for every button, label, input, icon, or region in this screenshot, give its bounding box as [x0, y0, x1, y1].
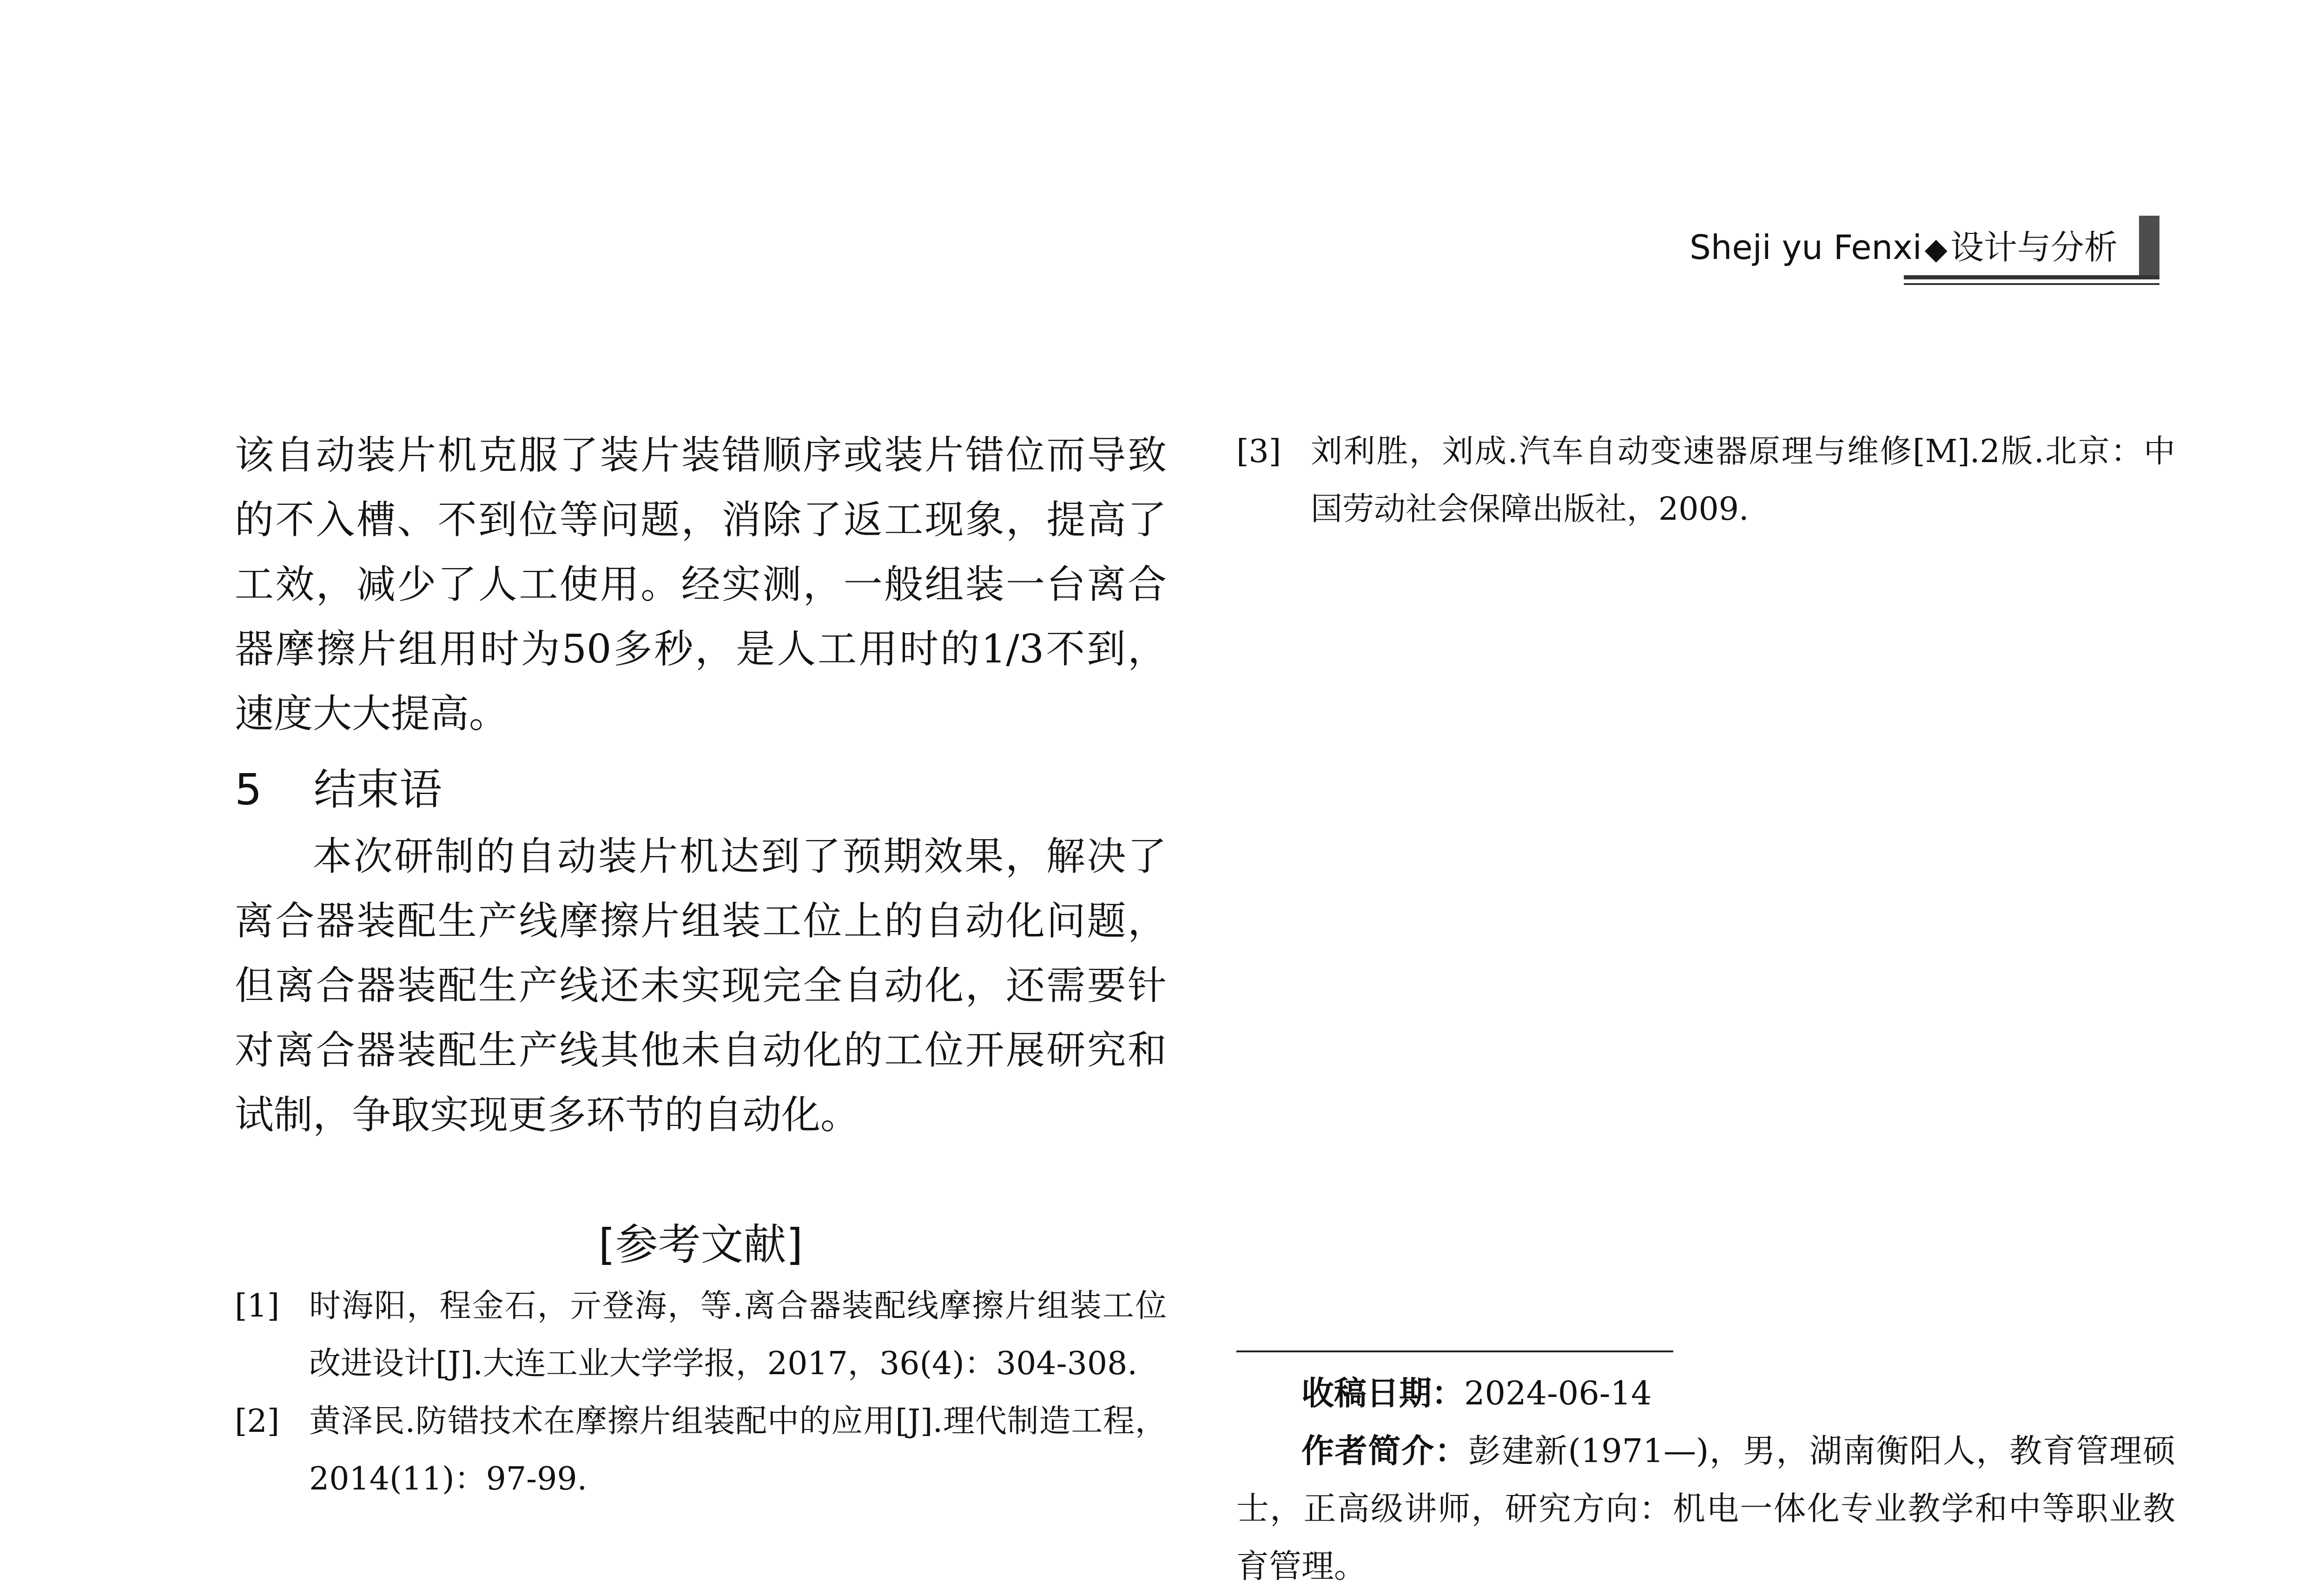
conclusion-paragraph: 本次研制的自动装片机达到了预期效果，解决了离合器装配生产线摩擦片组装工位上的自动化问题，但离合器装配生产线还未实现完全自动化，还需要针对离合器装配生产线其他未自动化的工位开展研究和试制，争取实现更多环节的自动化。: [235, 834, 1167, 1138]
author-bio: [1236, 1422, 2175, 1595]
section-number: 5: [235, 765, 262, 814]
reference-item: [235, 1393, 1167, 1508]
reference-tag: [3]: [1236, 433, 1281, 470]
right-column: [1236, 423, 2175, 538]
author-value: 彭建新(1971—)，男，湖南衡阳人，教育管理硕士，正高级讲师，研究方向：机电一体化专业教学和中等职业教育管理。: [1236, 1432, 2176, 1585]
footnote: [1236, 1364, 2175, 1595]
author-label: 作者简介：: [1301, 1432, 1468, 1470]
diamond-icon: ◆: [1924, 232, 1948, 266]
header-text: [1690, 225, 2118, 271]
reference-text: 刘利胜，刘成.汽车自动变速器原理与维修[M].2版.北京：中国劳动社会保障出版社，2009.: [1311, 433, 2175, 528]
reference-item: [235, 1277, 1167, 1393]
reference-item: [1236, 423, 2175, 538]
section-title: 结束语: [314, 765, 442, 814]
footnote-divider: [1236, 1350, 1673, 1352]
header-rule-thick: [1904, 275, 2159, 279]
intro-paragraph: 该自动装片机克服了装片装错顺序或装片错位而导致的不入槽、不到位等问题，消除了返工现象，提高了工效，减少了人工使用。经实测，一般组装一台离合器摩擦片组用时为50多秒，是人工用时的1/3不到，速度大大提高。: [235, 432, 1167, 736]
header-rule-thin: [1904, 283, 2159, 285]
received-label: 收稿日期：: [1301, 1374, 1464, 1412]
left-column: [235, 423, 1167, 1508]
section-heading: [235, 759, 1167, 821]
received-value: 2024-06-14: [1464, 1374, 1652, 1412]
references-title: [参考文献]: [598, 1220, 803, 1270]
received-date: [1236, 1364, 2175, 1422]
header-marker-bar: [2139, 216, 2159, 275]
reference-text: 时海阳，程金石，亓登海，等.离合器装配线摩擦片组装工位改进设计[J].大连工业大学学报，2017，36(4)：304-308.: [309, 1288, 1167, 1382]
header-pinyin: Sheji yu Fenxi: [1690, 228, 1922, 267]
page-header: [1602, 216, 2159, 281]
reference-list: [235, 1277, 1167, 1508]
reference-text: 黄泽民.防错技术在摩擦片组装配中的应用[J].理代制造工程，2014(11)：97-99.: [309, 1403, 1167, 1497]
reference-tag: [1]: [235, 1288, 280, 1324]
header-title: 设计与分析: [1950, 228, 2118, 267]
reference-tag: [2]: [235, 1403, 280, 1440]
